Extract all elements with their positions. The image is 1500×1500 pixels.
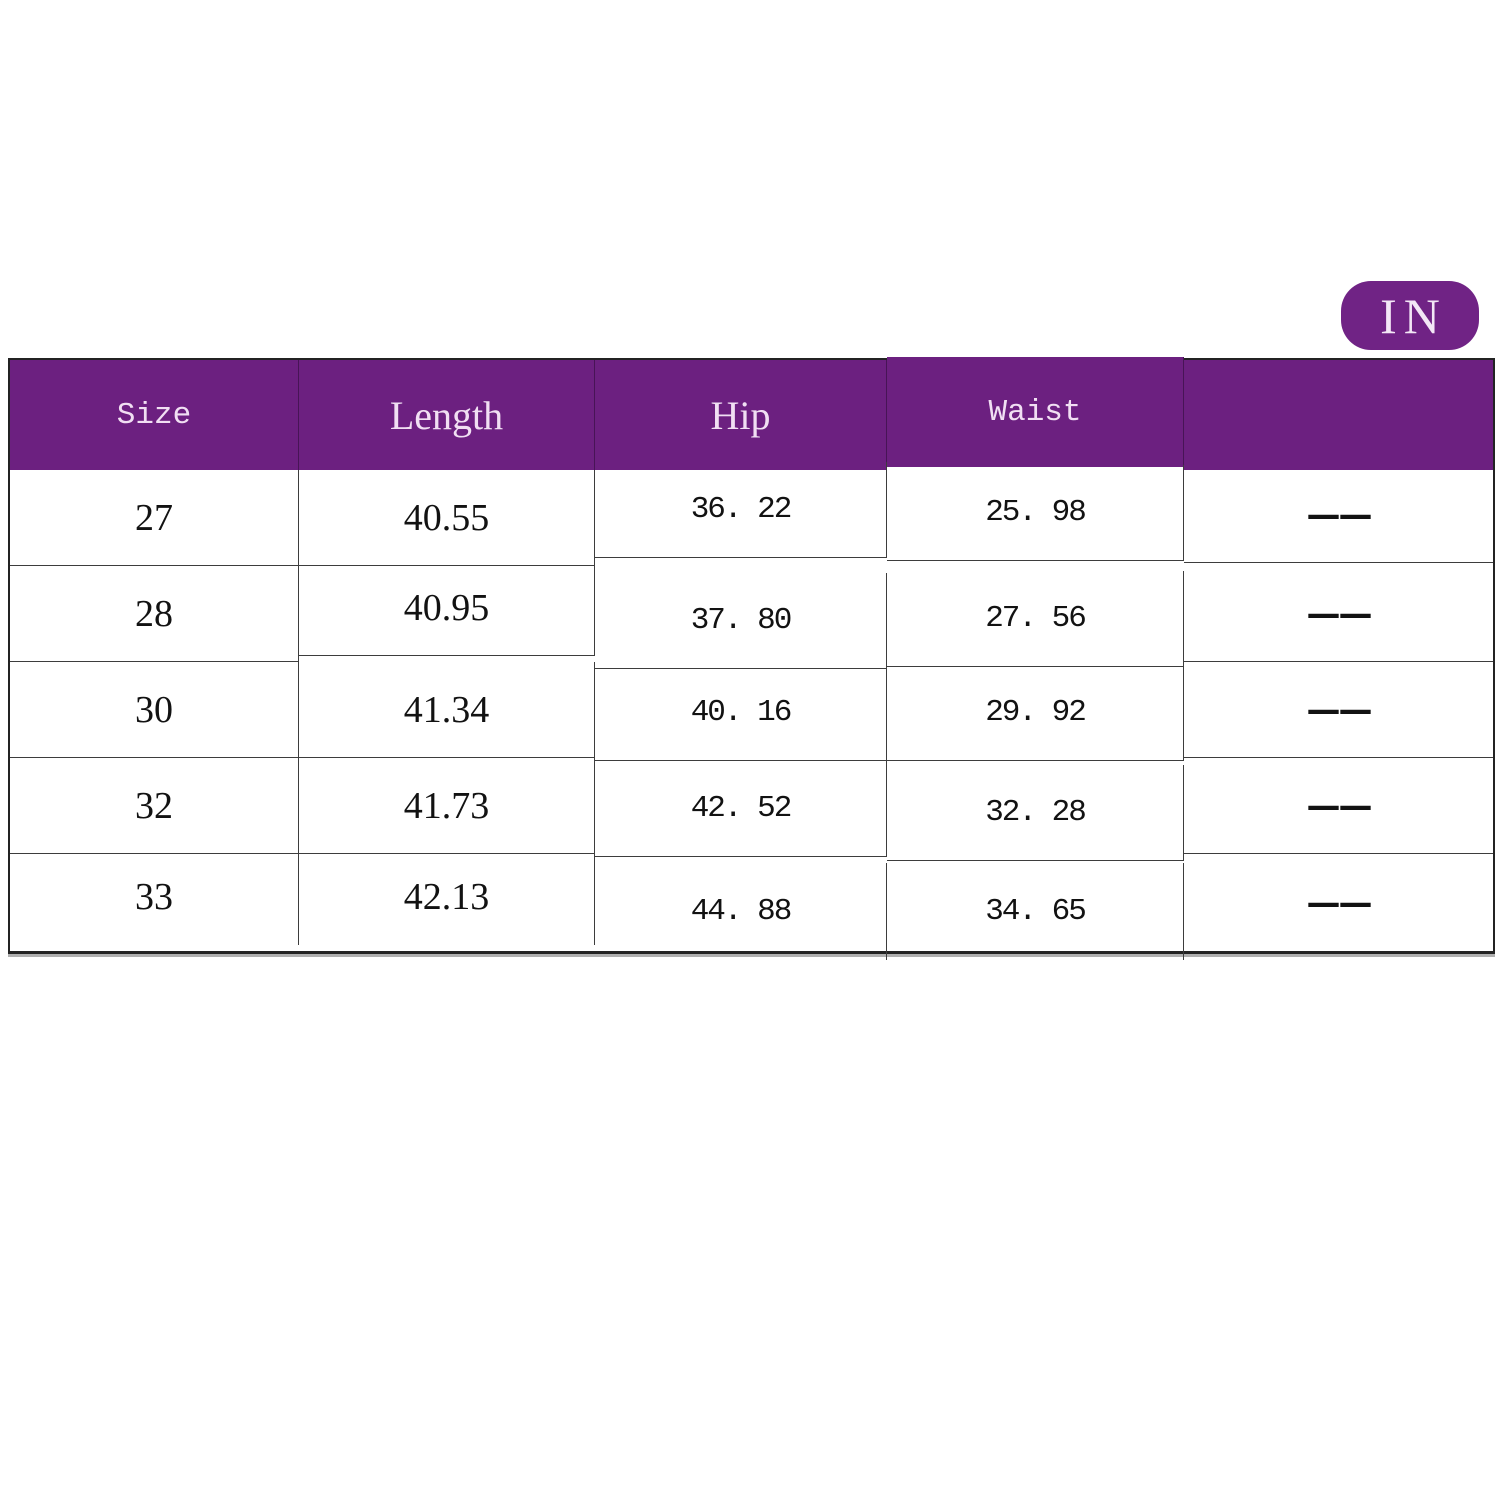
cell-length: 40.55: [299, 470, 595, 566]
cell-waist: 34. 65: [887, 863, 1184, 960]
cell-size: 33: [10, 848, 299, 945]
cell-hip: 37. 80: [595, 573, 887, 669]
cell-size: 30: [10, 662, 299, 758]
column-header-blank: [1184, 360, 1493, 470]
cell-note-dash: ——: [1184, 467, 1493, 563]
cell-length: 42.13: [299, 848, 595, 945]
cell-size: 28: [10, 566, 299, 662]
size-chart-table: [8, 358, 1495, 954]
cell-hip: 42. 52: [595, 761, 887, 857]
cell-size: 32: [10, 758, 299, 854]
cell-waist: 32. 28: [887, 765, 1184, 861]
cell-size: 27: [10, 470, 299, 566]
column-header-hip: Hip: [595, 360, 887, 470]
cell-note-dash: ——: [1184, 662, 1493, 758]
cell-length: 41.34: [299, 662, 595, 758]
column-header-waist: Waist: [887, 357, 1184, 467]
cell-waist: 27. 56: [887, 571, 1184, 667]
cell-waist: 29. 92: [887, 665, 1184, 761]
cell-note-dash: ——: [1306, 882, 1371, 923]
cell-note-dash: ——: [1184, 758, 1493, 854]
cell-hip: 40. 16: [595, 665, 887, 761]
cell-waist: 25. 98: [887, 465, 1184, 561]
cell-hip: 36. 22: [595, 462, 887, 558]
unit-badge-label: IN: [1380, 287, 1447, 344]
cell-length: 40.95: [299, 560, 595, 656]
cell-note-dash: ——: [1184, 566, 1493, 662]
column-header-length: Length: [299, 360, 595, 470]
column-header-size: Size: [10, 360, 299, 470]
cell-hip: 44. 88: [595, 863, 887, 960]
cell-length: 41.73: [299, 758, 595, 854]
unit-badge: [1341, 281, 1479, 350]
